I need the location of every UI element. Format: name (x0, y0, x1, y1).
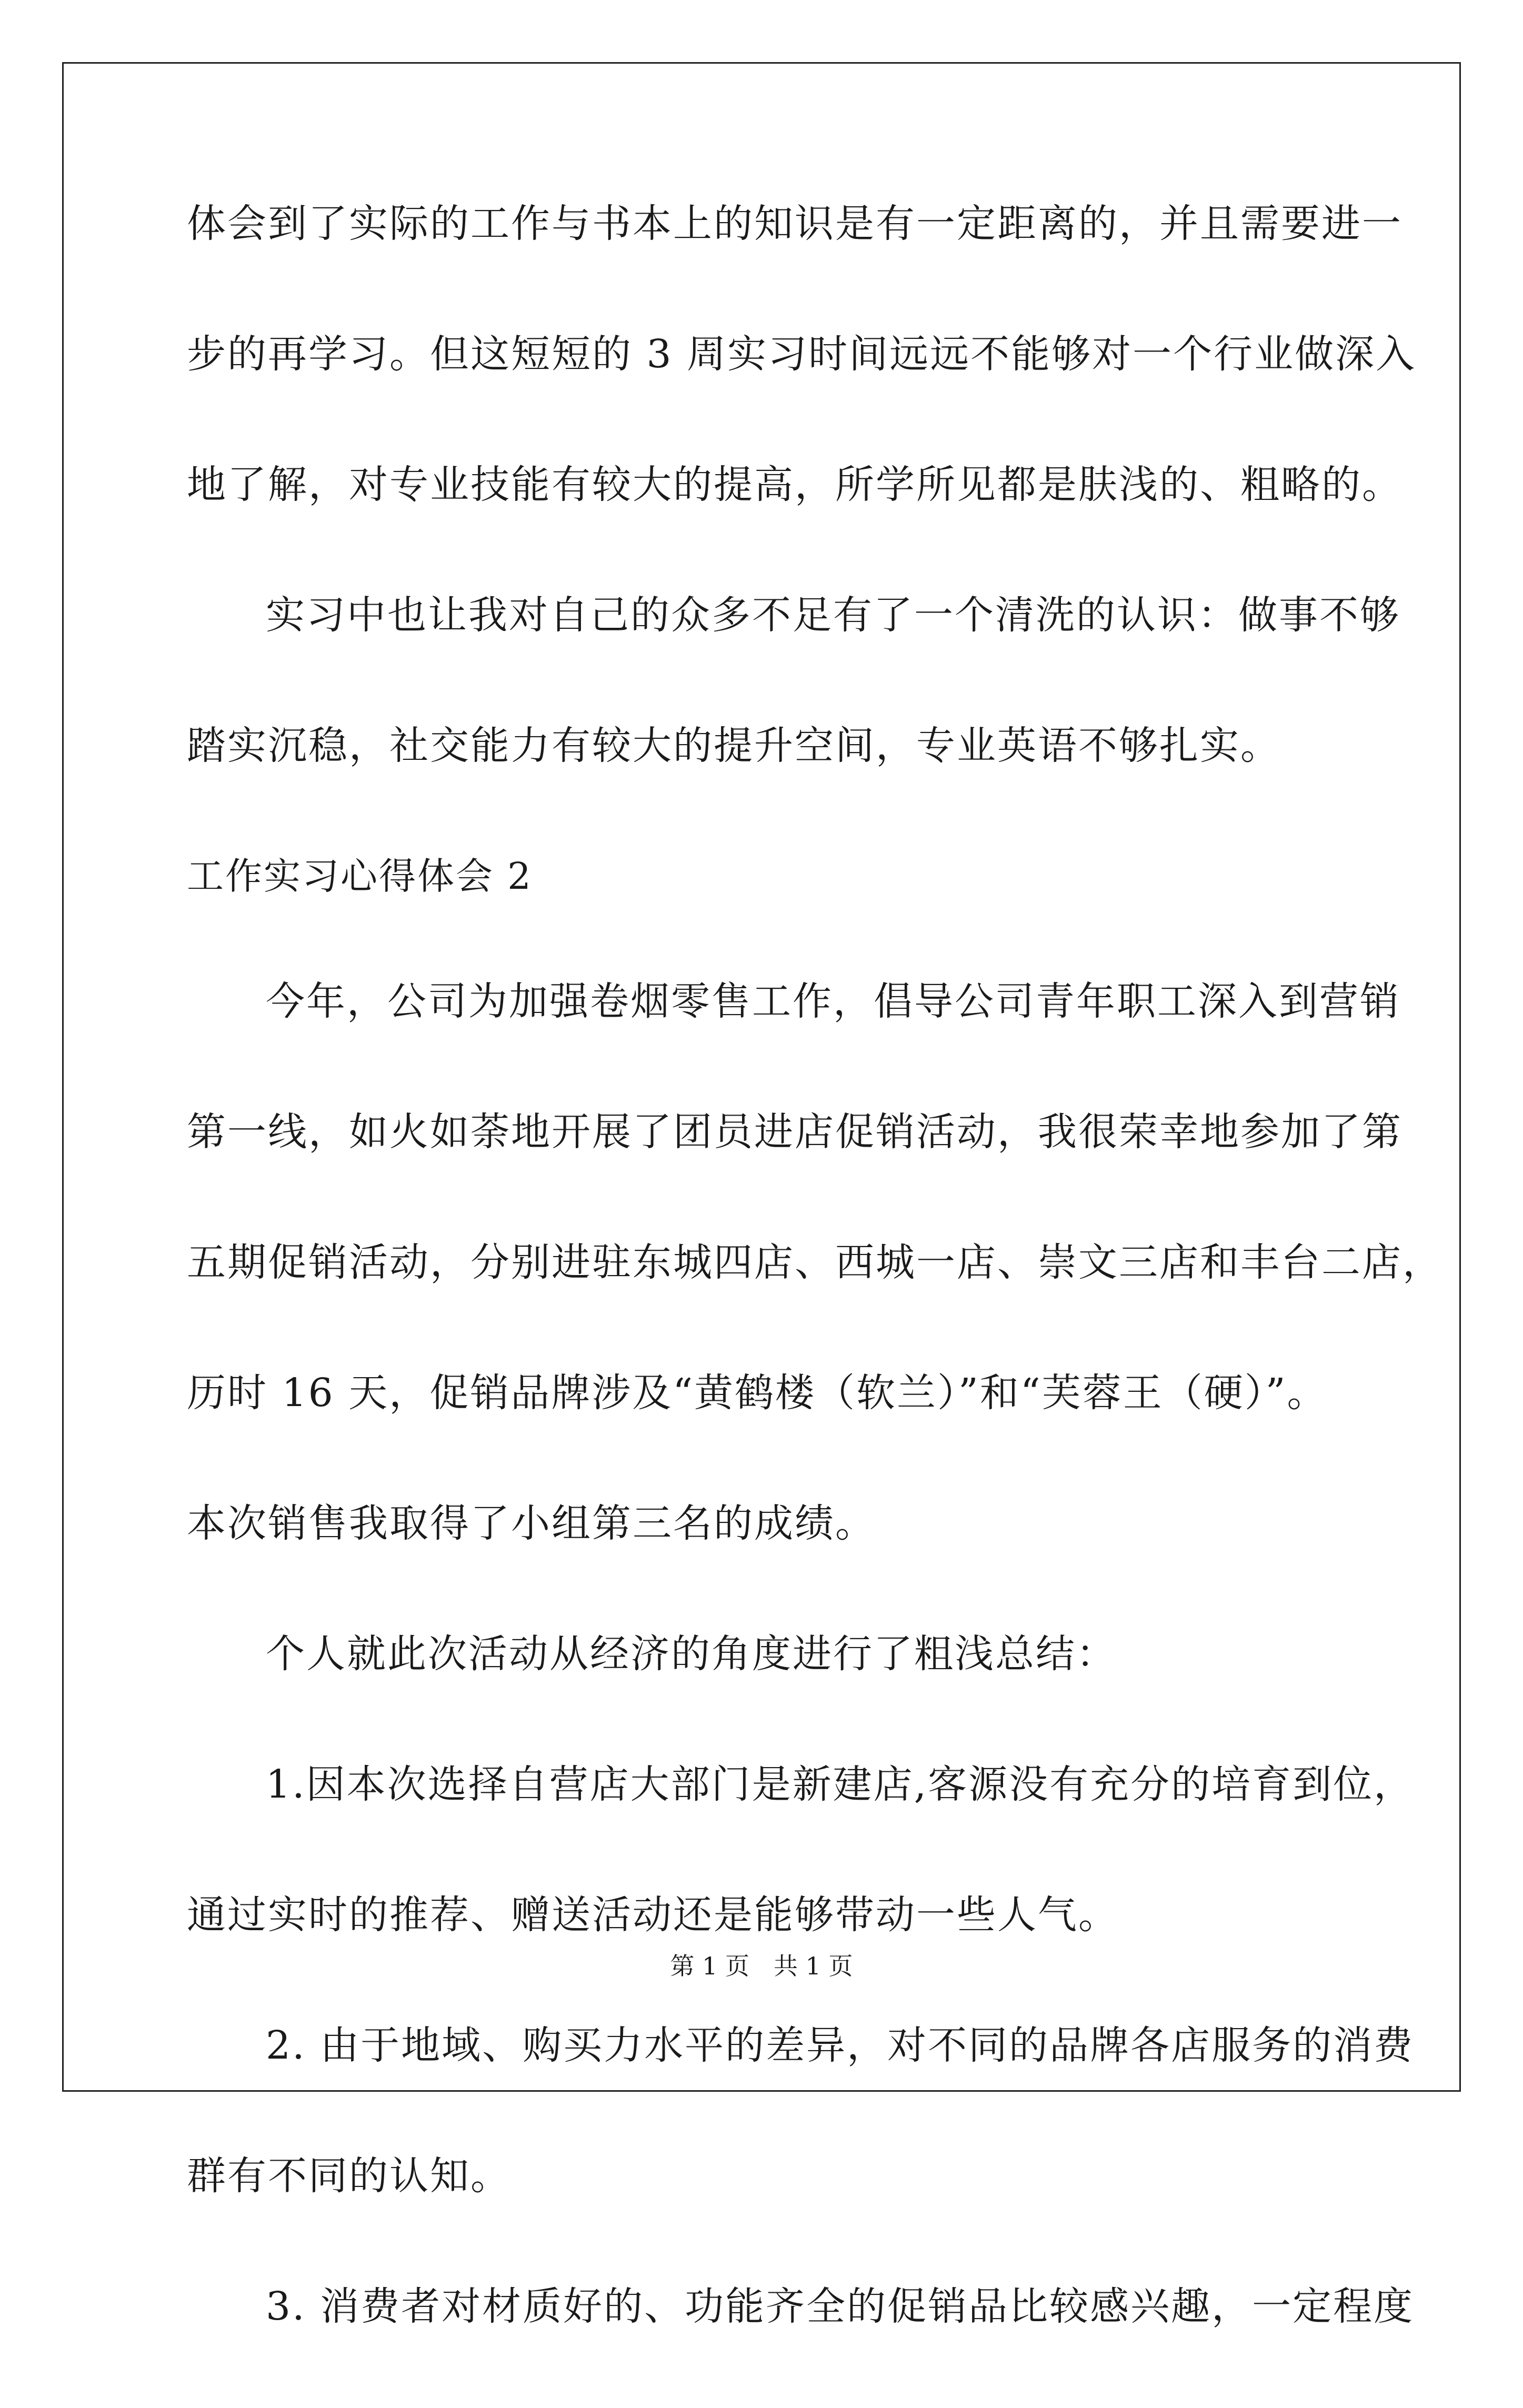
list-item-3-line: 3. 消费者对材质好的、功能齐全的促销品比较感兴趣，一定程度 (266, 2284, 1415, 2329)
text-line: 体会到了实际的工作与书本上的知识是有一定距离的，并且需要进一 (187, 201, 1402, 246)
list-item-2-line: 2. 由于地域、购买力水平的差异，对不同的品牌各店服务的消费 (266, 2023, 1415, 2068)
text-line: 地了解，对专业技能有较大的提高，所学所见都是肤浅的、粗略的。 (187, 462, 1402, 507)
paragraph-start-line: 实习中也让我对自己的众多不足有了一个清洗的认识：做事不够 (266, 593, 1400, 638)
text-line: 通过实时的推荐、赠送活动还是能够带动一些人气。 (187, 1892, 1119, 1938)
list-item-1-line: 1.因本次选择自营店大部门是新建店,客源没有充分的培育到位， (266, 1762, 1415, 1807)
text-line: 五期促销活动，分别进驻东城四店、西城一店、崇文三店和丰台二店， (187, 1240, 1443, 1285)
text-line: 第一线，如火如荼地开展了团员进店促销活动，我很荣幸地参加了第 (187, 1109, 1402, 1155)
text-line: 群有不同的认知。 (187, 2153, 511, 2199)
section-heading: 工作实习心得体会 2 (187, 855, 533, 898)
text-line: 历时 16 天，促销品牌涉及“黄鹤楼（软兰）”和“芙蓉王（硬）”。 (187, 1370, 1328, 1416)
page-number-footer: 第 1 页 共 1 页 (670, 1952, 853, 1980)
text-line: 步的再学习。但这短短的 3 周实习时间远远不能够对一个行业做深入 (187, 332, 1417, 377)
text-line: 踏实沉稳，社交能力有较大的提升空间，专业英语不够扎实。 (187, 723, 1281, 768)
paragraph-start-line: 个人就此次活动从经济的角度进行了粗浅总结： (266, 1631, 1117, 1677)
text-line: 本次销售我取得了小组第三名的成绩。 (187, 1501, 876, 1546)
paragraph-start-line: 今年，公司为加强卷烟零售工作，倡导公司青年职工深入到营销 (266, 979, 1400, 1024)
document-body (187, 195, 1443, 2408)
